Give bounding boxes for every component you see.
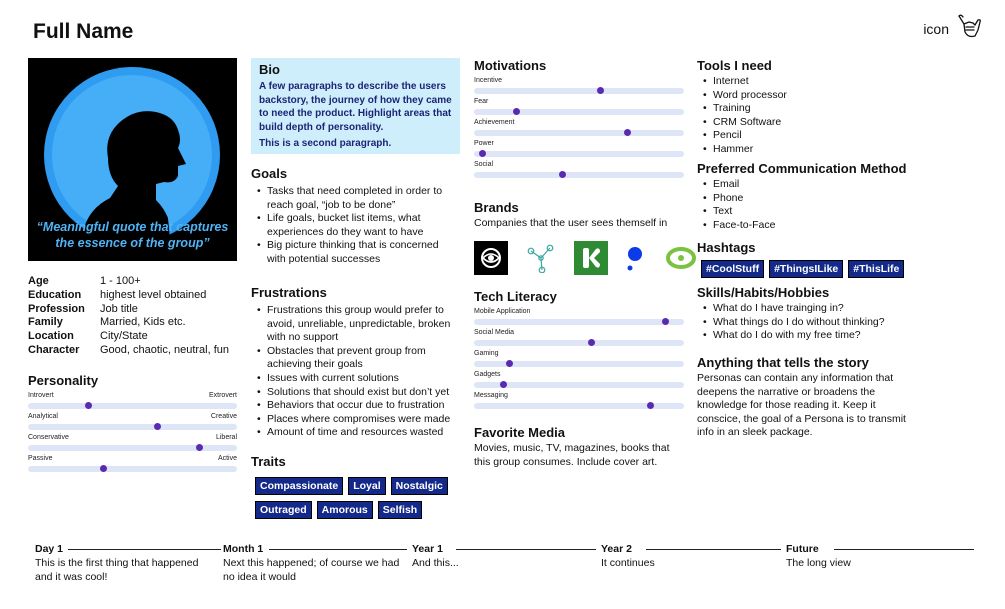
list-item: • Email [697, 178, 909, 192]
slider-left-label: Fear [474, 98, 489, 105]
traits-tags [255, 477, 460, 519]
timeline-connector [646, 549, 781, 550]
slider-right-label: Creative [210, 412, 237, 420]
persona-name: Full Name [33, 20, 134, 43]
brand-logos [474, 241, 684, 275]
list-item: • Internet [697, 75, 909, 89]
story-section [697, 355, 909, 440]
details-column [697, 58, 909, 538]
slider-labels [474, 308, 684, 316]
slider-marker [513, 108, 520, 115]
timeline-text: Next this happened; of course we had no idea it would [223, 556, 400, 583]
personality-sliders [28, 392, 237, 476]
network-logo-icon [526, 241, 556, 275]
hashtags-title: Hashtags [697, 240, 756, 255]
facts-list [28, 275, 237, 358]
personality-section [28, 373, 237, 476]
fact-key: Family [28, 316, 63, 329]
slider-marker [662, 318, 669, 325]
timeline-connector [456, 549, 596, 550]
brands-title: Brands [474, 200, 519, 215]
list-item: • Places where compromises were made [251, 413, 460, 427]
slider-track [474, 88, 684, 94]
story-text: Personas can contain any information that deepens the narrative or broadens the knowledge for those reading it. Keep it conscice, the goal of a Persona is to transmit info in an sleek package. [697, 372, 906, 439]
trait-tag: Outraged [255, 501, 312, 519]
fact-value: Job title [100, 302, 138, 315]
trait-tag: Selfish [378, 501, 422, 519]
motivations-section [474, 58, 684, 182]
timeline-connector [834, 549, 974, 550]
list-item: • Tasks that need completed in order to reach goal, “job to be done” [251, 185, 460, 212]
slider-left-label: Achievement [474, 119, 515, 126]
tech-sliders [474, 308, 684, 413]
frustrations-section [251, 285, 460, 440]
slider-marker [154, 423, 161, 430]
slider-track [28, 445, 237, 451]
eye-logo-icon [474, 241, 508, 275]
slider-labels [28, 392, 237, 400]
motivations-sliders [474, 77, 684, 182]
traits-section [251, 454, 460, 519]
fact-value: Married, Kids etc. [100, 316, 186, 329]
slider-left-label: Messaging [474, 392, 508, 399]
personality-title: Personality [28, 372, 99, 388]
slider-right-label: Active [217, 454, 237, 462]
fact-value: Good, chaotic, neutral, fun [100, 343, 230, 356]
communication-title: Preferred Communication Method [697, 161, 907, 176]
skills-section [697, 285, 909, 343]
hashtag-tag: #ThisLife [848, 260, 904, 278]
slider-labels [28, 455, 237, 463]
slider-track [28, 424, 237, 430]
timeline-text: This is the first thing that happened and it was cool! [35, 556, 199, 583]
slider-row [28, 413, 237, 434]
slider-row [474, 140, 684, 161]
list-item: • Training [697, 102, 909, 116]
slider-track [474, 151, 684, 157]
header-icon-group [923, 12, 983, 45]
slider-labels [474, 161, 684, 169]
trait-tag: Loyal [348, 477, 385, 495]
list-item: • Obstacles that prevent group from achieving their goals [251, 345, 460, 372]
timeline [35, 543, 975, 593]
slider-track [28, 466, 237, 472]
fact-key: Character [28, 343, 80, 356]
slider-left-label: Mobile Application [474, 308, 531, 315]
timeline-text: And this... [412, 556, 459, 569]
hashtags-section [697, 240, 909, 278]
timeline-item-future [786, 543, 966, 571]
slider-marker [624, 129, 631, 136]
timeline-item-year1 [412, 543, 592, 571]
fact-location [28, 330, 237, 344]
fact-value: City/State [100, 330, 148, 343]
fact-key: Age [28, 275, 49, 287]
dots-logo-icon [626, 241, 646, 275]
slider-row [474, 119, 684, 140]
slider-marker [85, 402, 92, 409]
bio-title: Bio [259, 62, 280, 77]
hashtags-tags [701, 260, 909, 278]
motivations-title: Motivations [474, 58, 547, 73]
slider-labels [474, 392, 684, 400]
shaka-hand-icon [955, 12, 983, 45]
tech-title: Tech Literacy [474, 289, 557, 304]
slider-left-label: Introvert [28, 391, 54, 399]
slider-left-label: Analytical [28, 412, 58, 420]
persona-quote: “Meaningful quote that captures the essence of the group” [36, 220, 229, 250]
list-item: • Word processor [697, 89, 909, 103]
skills-list [697, 302, 909, 343]
story-title: Anything that tells the story [697, 355, 869, 370]
fact-profession [28, 303, 237, 317]
list-item: • Amount of time and resources wasted [251, 426, 460, 440]
tools-section [697, 58, 909, 157]
slider-track [474, 319, 684, 325]
list-item: • Phone [697, 192, 909, 206]
hashtag-tag: #ThingsILike [769, 260, 843, 278]
fact-value: highest level obtained [100, 288, 207, 301]
tools-list [697, 75, 909, 157]
list-item: • Text [697, 205, 909, 219]
slider-row [474, 329, 684, 350]
slider-marker [647, 402, 654, 409]
bio-paragraph-1: A few paragraphs to describe the users backstory, the journey of how they came to need the product. Highlight areas that build depth of personality. [259, 81, 452, 133]
motivation-column [474, 58, 684, 538]
slider-left-label: Conservative [28, 433, 69, 441]
list-item: • What things do I do without thinking? [697, 316, 909, 330]
slider-labels [28, 413, 237, 421]
media-section [474, 425, 684, 469]
list-item: • Hammer [697, 143, 909, 157]
list-item: • What do I have trainging in? [697, 302, 909, 316]
goals-title: Goals [251, 166, 288, 181]
slider-row [474, 98, 684, 119]
list-item: • Face-to-Face [697, 219, 909, 233]
tech-section [474, 289, 684, 413]
list-item: • Solutions that should exist but don’t yet [251, 386, 460, 400]
slider-left-label: Social [474, 161, 494, 168]
slider-row [474, 161, 684, 182]
slider-track [474, 340, 684, 346]
slider-track [474, 172, 684, 178]
slider-left-label: Social Media [474, 329, 515, 336]
slider-row [474, 371, 684, 392]
trait-tag: Compassionate [255, 477, 343, 495]
slider-row [28, 392, 237, 413]
slider-track [474, 109, 684, 115]
list-item: • Behaviors that occur due to frustration [251, 399, 460, 413]
timeline-label: Year 2 [601, 543, 632, 555]
icon-label: icon [923, 20, 949, 37]
media-title: Favorite Media [474, 425, 566, 440]
timeline-label: Day 1 [35, 543, 64, 555]
slider-labels [474, 329, 684, 337]
bio-paragraph-2: This is a second paragraph. [259, 138, 392, 149]
tools-title: Tools I need [697, 58, 772, 73]
slider-right-label: Extrovert [208, 391, 237, 399]
slider-right-label: Liberal [215, 433, 237, 441]
frustrations-title: Frustrations [251, 285, 327, 300]
slider-marker [559, 171, 566, 178]
slider-marker [100, 465, 107, 472]
slider-labels [474, 350, 684, 358]
timeline-text: The long view [786, 556, 851, 569]
slider-left-label: Gaming [474, 350, 499, 357]
persona-photo [28, 58, 237, 261]
narrative-column [251, 58, 460, 538]
slider-labels [28, 434, 237, 442]
goals-section [251, 166, 460, 267]
slider-marker [196, 444, 203, 451]
fact-key: Education [28, 288, 82, 301]
frustrations-list [251, 304, 460, 440]
profile-column [28, 58, 237, 476]
trait-tag: Nostalgic [391, 477, 448, 495]
communication-section [697, 161, 909, 232]
timeline-item-year2 [601, 543, 781, 571]
slider-left-label: Passive [28, 454, 53, 462]
traits-title: Traits [251, 454, 286, 469]
timeline-label: Year 1 [412, 543, 443, 555]
fact-age [28, 275, 237, 289]
slider-left-label: Incentive [474, 77, 503, 84]
slider-labels [474, 371, 684, 379]
list-item: • What do I do with my free time? [697, 329, 909, 343]
slider-row [28, 434, 237, 455]
slider-labels [474, 98, 684, 106]
slider-row [28, 455, 237, 476]
slider-marker [597, 87, 604, 94]
swirl-logo-icon [664, 241, 698, 275]
slider-labels [474, 77, 684, 85]
slider-left-label: Power [474, 140, 494, 147]
slider-track [474, 130, 684, 136]
slider-row [474, 392, 684, 413]
slider-row [474, 350, 684, 371]
slider-row [474, 77, 684, 98]
timeline-text: It continues [601, 556, 655, 569]
list-item: • CRM Software [697, 116, 909, 130]
hashtag-tag: #CoolStuff [701, 260, 764, 278]
fact-character [28, 344, 237, 358]
kickstarter-logo-icon [574, 241, 608, 275]
communication-list [697, 178, 909, 232]
list-item: • Big picture thinking that is concerned with potential successes [251, 239, 460, 266]
slider-labels [474, 119, 684, 127]
fact-value: 1 - 100+ [100, 275, 141, 287]
timeline-connector [269, 549, 407, 550]
list-item: • Life goals, bucket list items, what experiences do they want to have [251, 212, 460, 239]
fact-family [28, 316, 237, 330]
bio-box [251, 58, 460, 154]
slider-labels [474, 140, 684, 148]
slider-row [474, 308, 684, 329]
slider-left-label: Gadgets [474, 371, 501, 378]
slider-marker [500, 381, 507, 388]
timeline-label: Month 1 [223, 543, 264, 555]
fact-key: Location [28, 330, 74, 343]
brands-subtitle: Companies that the user sees themself in [474, 217, 668, 229]
goals-list [251, 185, 460, 267]
fact-education [28, 289, 237, 303]
list-item: • Pencil [697, 129, 909, 143]
timeline-label: Future [786, 543, 819, 555]
slider-marker [479, 150, 486, 157]
timeline-connector [68, 549, 221, 550]
slider-track [28, 403, 237, 409]
list-item: • Frustrations this group would prefer to avoid, unreliable, unpredictable, broken with no support [251, 304, 460, 345]
trait-tag: Amorous [317, 501, 373, 519]
fact-key: Profession [28, 302, 85, 315]
list-item: • Issues with current solutions [251, 372, 460, 386]
skills-title: Skills/Habits/Hobbies [697, 285, 830, 300]
media-text: Movies, music, TV, magazines, books that this group consumes. Include cover art. [474, 442, 670, 468]
brands-section [474, 200, 684, 275]
